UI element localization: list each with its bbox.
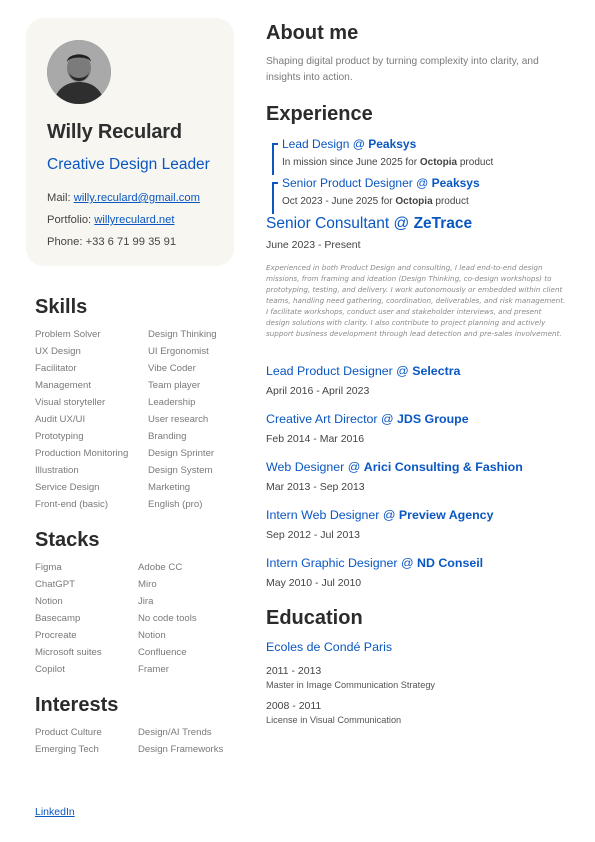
job-dates-nd-conseil: May 2010 - Jul 2010 — [266, 577, 362, 589]
stacks-col2 — [138, 559, 197, 678]
profile-name: Willy Reculard — [47, 121, 182, 143]
list-item: Jira — [138, 596, 154, 607]
education-school: Ecoles de Condé Paris — [266, 640, 393, 654]
list-item: Design Sprinter — [148, 448, 215, 459]
list-item: Facilitator — [35, 363, 77, 374]
job-dates-senior-product-designer: Oct 2023 - June 2025 for Octopia product — [282, 196, 469, 207]
job-title-senior-product-designer: Senior Product Designer @ Peaksys — [282, 176, 480, 190]
list-item: Procreate — [35, 630, 77, 641]
list-item: Design System — [148, 465, 213, 476]
list-item: Adobe CC — [138, 562, 183, 573]
job-dates-lead-design: In mission since June 2025 for Octopia product — [282, 157, 494, 168]
mail-line — [47, 192, 200, 204]
list-item: UX Design — [35, 346, 81, 357]
list-item: Microsoft suites — [35, 647, 102, 658]
job-description: Experienced in both Product Design and consulting, I lead end-to-end design missions, from framing and ideation (Design Thinking, co-design workshops) to prototyping, testing, and delivery. I work autonomously or embedded within client teams, handling need gathering, coordination, deliverables, and risk management. I facilitate workshops, conduct user and stakeholder interviews, and present design solutions with clarity. I also contribute to project planning and actively support business development through lead detection and pre-sales involvement. — [266, 263, 566, 338]
job-title-jds: Creative Art Director @ JDS Groupe — [266, 412, 469, 426]
portfolio-label: Portfolio: — [47, 214, 95, 226]
list-item: Miro — [138, 579, 157, 590]
job-title-preview: Intern Web Designer @ Preview Agency — [266, 508, 494, 522]
skills-col1 — [35, 326, 128, 513]
avatar — [47, 40, 111, 104]
list-item: Confluence — [138, 647, 187, 658]
list-item: Figma — [35, 562, 62, 573]
list-item: Copilot — [35, 664, 65, 675]
stacks-col1 — [35, 559, 102, 678]
about-text: Shaping digital product by turning complexity into clarity, and insights into action. — [266, 56, 539, 83]
skills-col2 — [148, 326, 217, 513]
list-item: English (pro) — [148, 499, 203, 510]
job-dates-preview: Sep 2012 - Jul 2013 — [266, 529, 360, 541]
list-item: Notion — [35, 596, 63, 607]
mail-label: Mail: — [47, 192, 74, 204]
list-item: Design Thinking — [148, 329, 217, 340]
skills-heading: Skills — [35, 296, 88, 318]
list-item: Product Culture — [35, 727, 102, 738]
profile-title: Creative Design Leader — [47, 156, 210, 173]
portfolio-line — [47, 214, 174, 226]
list-item: Audit UX/UI — [35, 414, 86, 425]
linkedin-link[interactable]: LinkedIn — [35, 806, 75, 818]
list-item: Framer — [138, 664, 169, 675]
list-item: User research — [148, 414, 209, 425]
job-title-lead-design: Lead Design @ Peaksys — [282, 137, 417, 151]
list-item: Marketing — [148, 482, 191, 493]
list-item: Vibe Coder — [148, 363, 196, 374]
list-item: Illustration — [35, 465, 79, 476]
job-title-arici: Web Designer @ Arici Consulting & Fashion — [266, 460, 523, 474]
list-item: UI Ergonomist — [148, 346, 209, 357]
education-dates-master: 2011 - 2013 — [266, 665, 322, 677]
job-dates-senior-consultant: June 2023 - Present — [266, 239, 361, 251]
education-degree-master: Master in Image Communication Strategy — [266, 680, 436, 690]
interests-col1 — [35, 724, 102, 758]
list-item: Prototyping — [35, 431, 84, 442]
stacks-heading: Stacks — [35, 529, 100, 551]
list-item: Visual storyteller — [35, 397, 106, 408]
education-degree-license: License in Visual Communication — [266, 715, 402, 725]
phone-line: Phone: +33 6 71 99 35 91 — [47, 236, 177, 248]
interests-col2 — [138, 724, 223, 758]
list-item: Branding — [148, 431, 187, 442]
interests-heading: Interests — [35, 694, 119, 716]
job-title-selectra: Lead Product Designer @ Selectra — [266, 364, 461, 378]
job-dates-jds: Feb 2014 - Mar 2016 — [266, 433, 365, 445]
job-title-senior-consultant: Senior Consultant @ ZeTrace — [266, 215, 473, 232]
education-dates-license: 2008 - 2011 — [266, 700, 322, 712]
list-item: Basecamp — [35, 613, 81, 624]
list-item: Front-end (basic) — [35, 499, 109, 510]
job-dates-selectra: April 2016 - April 2023 — [266, 385, 370, 397]
list-item: Design/AI Trends — [138, 727, 212, 738]
list-item: Service Design — [35, 482, 100, 493]
education-heading: Education — [266, 607, 363, 629]
list-item: Team player — [148, 380, 201, 391]
profile-photo — [47, 40, 111, 104]
job-title-nd-conseil: Intern Graphic Designer @ ND Conseil — [266, 556, 484, 570]
portfolio-link[interactable]: willyreculard.net — [94, 214, 175, 226]
list-item: Design Frameworks — [138, 744, 224, 755]
job-dates-arici: Mar 2013 - Sep 2013 — [266, 481, 365, 493]
sub-role-bracket — [272, 182, 278, 214]
list-item: Leadership — [148, 397, 196, 408]
sub-role-bracket — [272, 143, 278, 175]
list-item: Problem Solver — [35, 329, 101, 340]
mail-link[interactable]: willy.reculard@gmail.com — [73, 192, 200, 204]
list-item: Management — [35, 380, 91, 391]
list-item: Notion — [138, 630, 166, 641]
experience-heading: Experience — [266, 103, 373, 125]
list-item: ChatGPT — [35, 579, 75, 590]
about-heading: About me — [266, 22, 359, 44]
list-item: Emerging Tech — [35, 744, 99, 755]
list-item: Production Monitoring — [35, 448, 129, 459]
list-item: No code tools — [138, 613, 197, 624]
